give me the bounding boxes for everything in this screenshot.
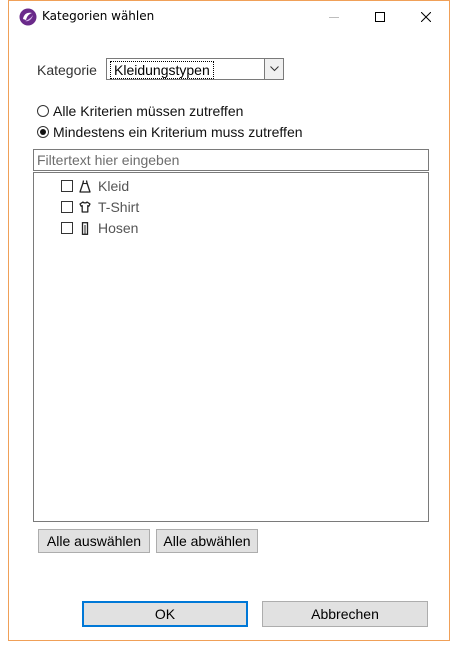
radio-all-criteria-label: Alle Kriterien müssen zutreffen (53, 103, 244, 119)
pants-icon (79, 221, 91, 235)
minimize-button[interactable] (311, 1, 357, 32)
dress-icon (79, 179, 91, 193)
chevron-down-icon (270, 66, 279, 72)
category-dropdown[interactable] (106, 58, 284, 80)
radio-any-criterion-label: Mindestens ein Kriterium muss zutreffen (53, 124, 303, 140)
dropdown-arrow-button[interactable] (264, 59, 283, 79)
item-checkbox[interactable] (61, 180, 73, 192)
radio-any-criterion-circle[interactable] (37, 126, 49, 138)
purple-app-logo-icon (19, 8, 37, 26)
maximize-icon (375, 12, 385, 22)
radio-all-criteria-circle[interactable] (37, 105, 49, 117)
item-checkbox[interactable] (61, 222, 73, 234)
list-item[interactable] (61, 219, 138, 237)
radio-all-criteria[interactable] (37, 102, 243, 120)
item-label: Kleid (98, 178, 130, 194)
category-label: Kategorie (37, 62, 97, 78)
filter-input[interactable] (33, 149, 429, 171)
close-button[interactable] (403, 1, 449, 32)
item-label: T-Shirt (98, 199, 140, 215)
window-title: Kategorien wählen (42, 9, 155, 23)
item-checkbox[interactable] (61, 201, 73, 213)
list-item[interactable] (61, 198, 139, 216)
tshirt-icon (79, 200, 91, 214)
minimize-icon (329, 12, 339, 22)
category-item-list[interactable] (33, 172, 429, 522)
title-bar[interactable] (9, 1, 449, 32)
dialog-window (8, 0, 450, 641)
select-all-button[interactable]: Alle auswählen (38, 529, 150, 553)
radio-any-criterion[interactable] (37, 123, 303, 141)
cancel-button[interactable]: Abbrechen (262, 601, 428, 627)
item-label: Hosen (98, 220, 139, 236)
close-icon (421, 12, 431, 22)
list-item[interactable] (61, 177, 129, 195)
deselect-all-button[interactable]: Alle abwählen (156, 529, 258, 553)
ok-button[interactable]: OK (82, 601, 248, 627)
category-selected-value: Kleidungstypen (110, 61, 214, 79)
maximize-button[interactable] (357, 1, 403, 32)
